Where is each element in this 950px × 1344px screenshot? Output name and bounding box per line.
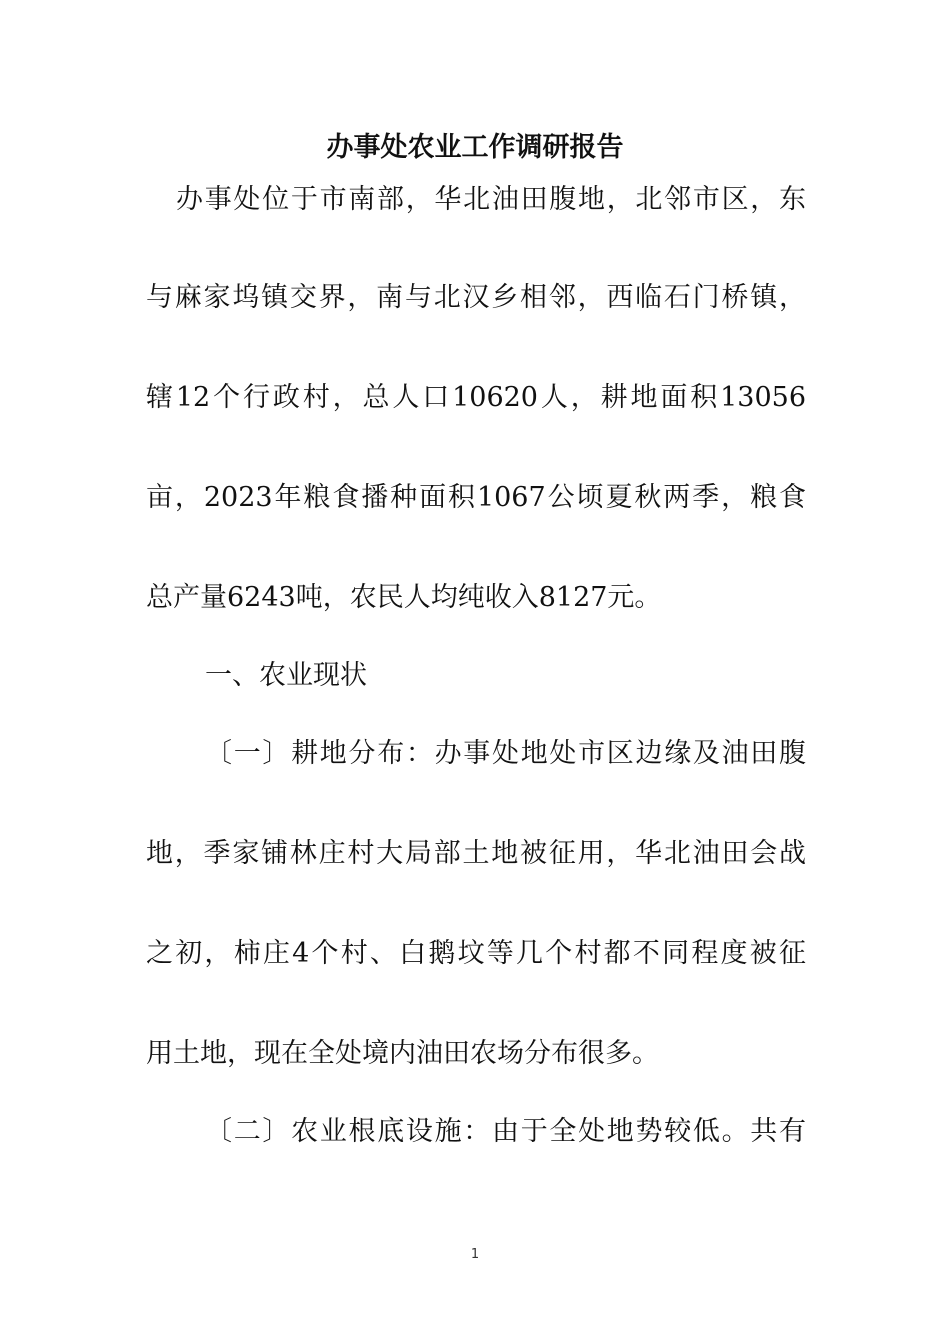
paragraph-line: 办事处位于市南部，华北油田腹地，北邻市区，东 — [176, 184, 806, 215]
paragraph-line: 用土地，现在全处境内油田农场分布很多。 — [146, 1038, 659, 1069]
document-title: 办事处农业工作调研报告 — [326, 132, 624, 163]
paragraph-line: 辖12个行政村，总人口10620人，耕地面积13056 — [146, 382, 806, 413]
paragraph-line: 地，季家铺林庄村大局部土地被征用，华北油田会战 — [146, 838, 806, 869]
paragraph-line: 〔一〕耕地分布：办事处地处市区边缘及油田腹 — [205, 738, 806, 769]
paragraph-line: 亩，2023年粮食播种面积1067公顷夏秋两季，粮食 — [146, 482, 806, 513]
paragraph-line: 总产量6243吨，农民人均纯收入8127元。 — [146, 582, 662, 613]
section-heading: 一、农业现状 — [205, 660, 367, 691]
paragraph-line: 之初，柿庄4个村、白鹅坟等几个村都不同程度被征 — [146, 938, 806, 969]
paragraph-line: 〔二〕农业根底设施：由于全处地势较低。共有 — [205, 1116, 806, 1147]
page-number: 1 — [470, 1247, 480, 1262]
paragraph-line: 与麻家坞镇交界，南与北汉乡相邻，西临石门桥镇， — [146, 282, 806, 313]
